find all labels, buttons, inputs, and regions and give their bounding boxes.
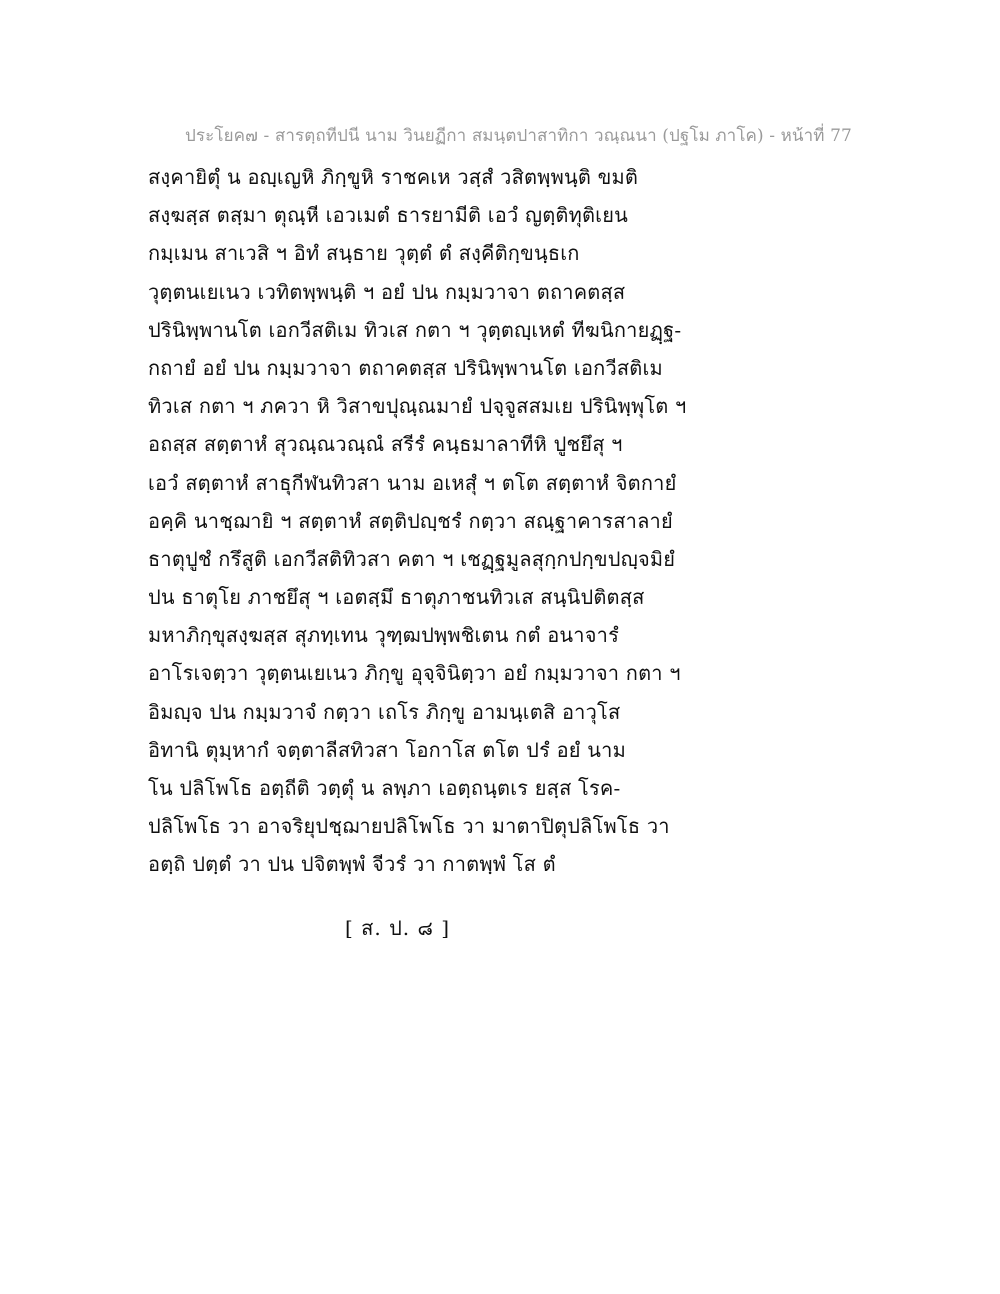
text-line: โน ปลิโพโธ อตฺถีติ วตฺตุํ น ลพฺภา เอตฺถนฺตเร ยสฺส โรค- bbox=[148, 776, 621, 800]
text-line: อาโรเจตฺวา วุตฺตนเยเนว ภิกฺขู อุจฺจินิตฺวา อยํ กมฺมวาจา กตา ฯ bbox=[148, 661, 681, 686]
text-line: ปน ธาตุโย ภาชยึสุ ฯ เอตสฺมึ ธาตุภาชนทิวเส สนฺนิปติตสฺส bbox=[148, 585, 645, 610]
text-line: อตฺถิ ปตฺตํ วา ปน ปจิตพฺพํ จีวรํ วา กาตพฺพํ โส ตํ bbox=[148, 852, 556, 877]
text-line: วุตฺตนเยเนว เวทิตพฺพนฺติ ฯ อยํ ปน กมฺมวาจา ตถาคตสฺส bbox=[148, 279, 626, 304]
text-line: สงฺคายิตุํ น อญฺเญหิ ภิกฺขูหิ ราชคเห วสฺสํ วสิตพฺพนฺติ ขมติ bbox=[148, 165, 639, 189]
text-line: ธาตุปูชํ กรึสูติ เอกวีสติทิวสา คตา ฯ เชฏฺฐมูลสุกฺกปกฺขปญฺจมิยํ bbox=[148, 546, 676, 571]
text-line: ปลิโพโธ วา อาจริยุปชฺฌายปลิโพโธ วา มาตาปิตุปลิโพโธ วา bbox=[148, 814, 670, 839]
text-line: อถสฺส สตฺตาหํ สุวณฺณวณฺณํ สรีรํ คนฺธมาลาทีหิ ปูชยึสุ ฯ bbox=[148, 432, 623, 457]
text-line: อคฺคิ นาชฺฌายิ ฯ สตฺตาหํ สตฺติปญฺชรํ กตฺวา สณฺฐาคารสาลายํ bbox=[148, 508, 673, 533]
body-text bbox=[148, 158, 848, 884]
text-line: ทิวเส กตา ฯ ภควา หิ วิสาขปุณฺณมายํ ปจฺจูสสมเย ปรินิพฺพุโต ฯ bbox=[148, 394, 687, 419]
text-line: กมฺเมน สาเวสิ ฯ อิทํ สนฺธาย วุตฺตํ ตํ สงฺคีติกฺขนฺธเก bbox=[148, 241, 580, 266]
page-reference: [ ส. ป. ๘ ] bbox=[345, 916, 451, 940]
text-line: เอวํ สตฺตาหํ สาธุกีฬนทิวสา นาม อเหสุํ ฯ ตโต สตฺตาหํ จิตกายํ bbox=[148, 470, 677, 495]
running-header: ประโยค๗ - สารตฺถทีปนี นาม วินยฏีกา สมนฺตปาสาทิกา วณฺณนา (ปฐโม ภาโค) - หน้าที่ 77 bbox=[185, 126, 852, 146]
text-line: อิทานิ ตุมฺหากํ จตฺตาลีสทิวสา โอกาโส ตโต ปรํ อยํ นาม bbox=[148, 737, 626, 762]
text-line: อิมญฺจ ปน กมฺมวาจํ กตฺวา เถโร ภิกฺขู อามนฺเตสิ อาวุโส bbox=[148, 699, 621, 724]
text-line: มหาภิกฺขุสงฺฆสฺส สุภทฺเทน วุฑฺฒปพฺพชิเตน กตํ อนาจารํ bbox=[148, 623, 620, 648]
text-line: กถายํ อยํ ปน กมฺมวาจา ตถาคตสฺส ปรินิพฺพานโต เอกวีสติเม bbox=[148, 355, 663, 380]
text-line: สงฺฆสฺส ตสฺมา ตุณฺหี เอวเมตํ ธารยามีติ เอวํ ญตฺติทุติเยน bbox=[148, 203, 628, 228]
text-line: ปรินิพฺพานโต เอกวีสติเม ทิวเส กตา ฯ วุตฺตญฺเหตํ ทีฆนิกายฏฺฐ- bbox=[148, 317, 682, 342]
